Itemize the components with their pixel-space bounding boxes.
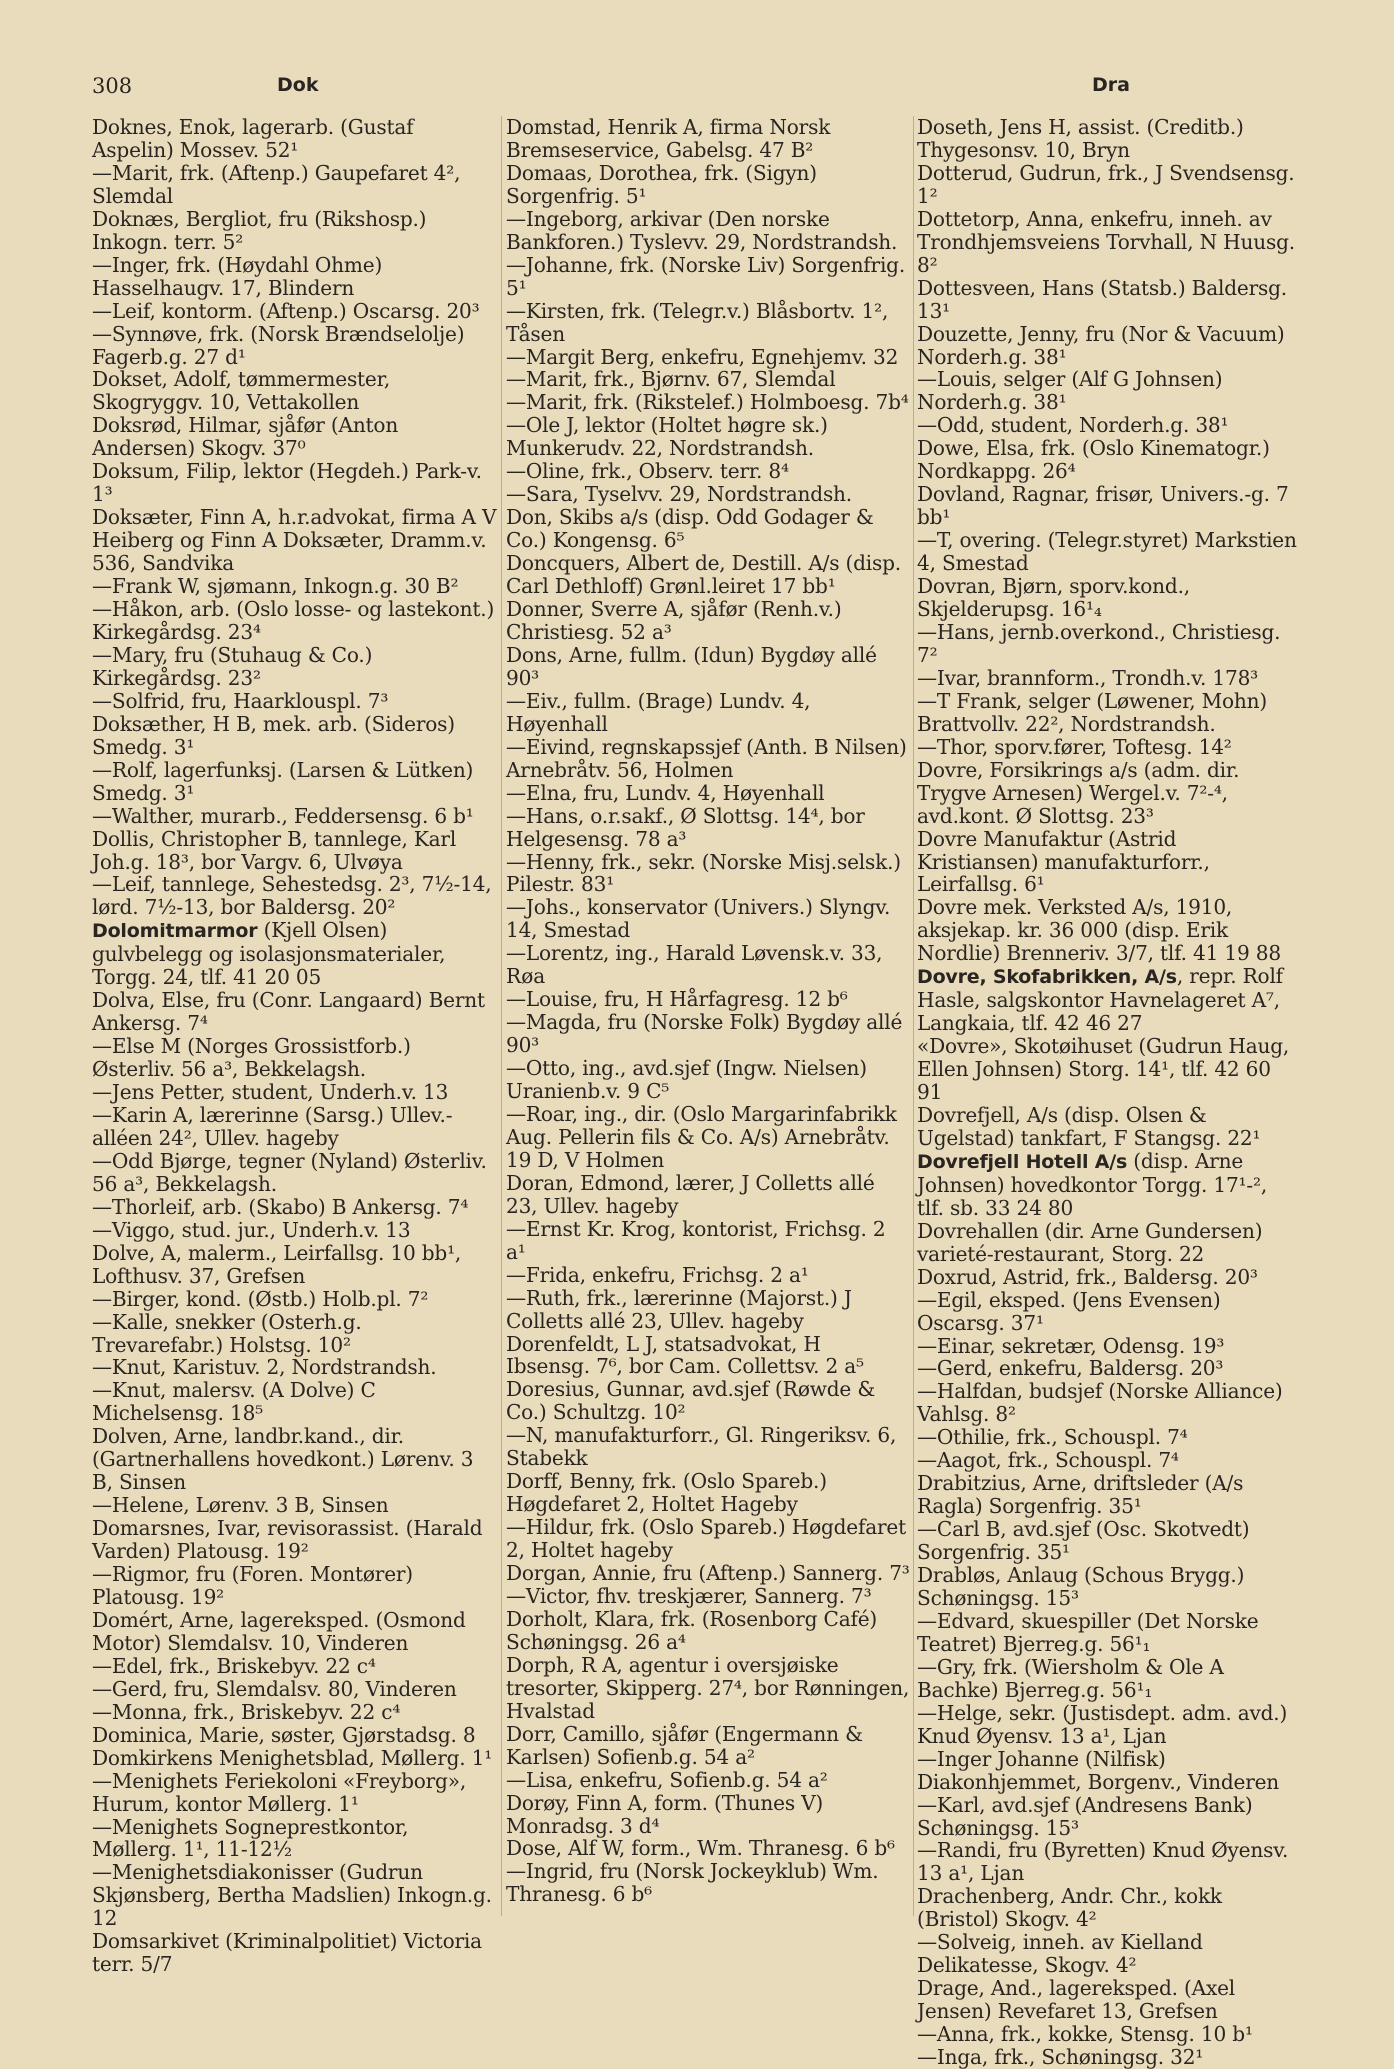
directory-entry: —Elna, fru, Lundv. 4, Høyenhall bbox=[506, 780, 825, 805]
directory-entry: Doresius, Gunnar, avd.sjef (Røwde & Co.) Schultzg. 10² bbox=[506, 1377, 876, 1425]
directory-entry: —Louise, fru, H Hårfagresg. 12 b⁶ bbox=[506, 987, 848, 1012]
directory-entry: —Lorentz, ing., Harald Løvensk.v. 33, Røa bbox=[506, 941, 883, 989]
directory-entry: Domkirkens Menighetsblad, Møllerg. 1¹ bbox=[92, 1745, 493, 1770]
directory-entry: —N, manufakturforr., Gl. Ringeriksv. 6, Stabekk bbox=[506, 1423, 897, 1471]
directory-entry: —Kirsten, frk. (Telegr.v.) Blåsbortv. 1², Tåsen bbox=[506, 298, 889, 346]
directory-entry: «Dovre», Skotøihuset (Gudrun Haug, Ellen Johnsen) Storg. 14¹, tlf. 42 60 91 bbox=[917, 1034, 1290, 1105]
directory-entry: —Helge, sekr. (Justisdept. adm. avd.) Knud Øyensv. 13 a¹, Ljan bbox=[917, 1700, 1288, 1748]
column-divider-2 bbox=[913, 116, 914, 1916]
directory-entry: —Jens Petter, student, Underh.v. 13 bbox=[92, 1080, 449, 1105]
directory-entry: —Odd Bjørge, tegner (Nyland) Østerliv. 56 a³, Bekkelagsh. bbox=[92, 1148, 487, 1196]
directory-entry: —Hans, o.r.sakf., Ø Slottsg. 14⁴, bor Helgesensg. 78 a³ bbox=[506, 803, 865, 851]
directory-entry: —Ingrid, fru (Norsk Jockeyklub) Wm. Thranesg. 6 b⁶ bbox=[506, 1859, 879, 1907]
directory-entry: —Edvard, skuespiller (Det Norske Teatret) Bjerreg.g. 56¹₁ bbox=[917, 1608, 1259, 1656]
directory-entry: —Rigmor, fru (Foren. Montører) Platousg. 19² bbox=[92, 1562, 413, 1609]
directory-entry: —Odd, student, Norderh.g. 38¹ bbox=[917, 413, 1229, 438]
directory-entry: —Inger Johanne (Nilfisk) Diakonhjemmet, Borgenv., Vinderen bbox=[917, 1746, 1280, 1794]
directory-entry: —Margit Berg, enkefru, Egnehjemv. 32 bbox=[506, 344, 899, 369]
directory-entry: —Mary, fru (Stuhaug & Co.) Kirkegårdsg. 23² bbox=[92, 642, 373, 690]
directory-entry: Doksæther, H B, mek. arb. (Sideros) Smedg. 3¹ bbox=[92, 711, 455, 759]
directory-entry: —Synnøve, frk. (Norsk Brændselolje) Fagerb.g. 27 d¹ bbox=[92, 321, 465, 369]
directory-entry: Dolomitmarmor (Kjell Olsen) gulvbelegg og isolasjonsmaterialer, Torgg. 24, tlf. 41 20 05 bbox=[92, 918, 446, 990]
directory-entry: —Gerd, enkefru, Baldersg. 20³ bbox=[917, 1356, 1224, 1381]
directory-entry: Doksum, Filip, lektor (Hegdeh.) Park-v. 1³ bbox=[92, 459, 482, 507]
directory-entry: —Thor, sporv.fører, Toftesg. 14² bbox=[917, 734, 1232, 759]
directory-entry: Dotterud, Gudrun, frk., J Svendsensg. 1² bbox=[917, 160, 1295, 208]
directory-entry: Dowe, Elsa, frk. (Oslo Kinematogr.) Nordkappg. 26⁴ bbox=[917, 436, 1270, 484]
directory-entry: Dolven, Arne, landbr.kand., dir. (Gartnerhallens hovedkont.) Lørenv. 3 B, Sinsen bbox=[92, 1424, 474, 1495]
directory-entry: —Leif, tannlege, Sehestedsg. 2³, 7½-14, lørd. 7½-13, bor Baldersg. 20² bbox=[92, 872, 492, 920]
directory-entry: —Eivind, regnskapssjef (Anth. B Nilsen) Arnebråtv. 56, Holmen bbox=[506, 734, 907, 782]
directory-entry: —Victor, fhv. treskjærer, Sannerg. 7³ bbox=[506, 1584, 872, 1608]
directory-entry: Dovre Manufaktur (Astrid Kristiansen) manufakturforr., Leirfallsg. 6¹ bbox=[917, 826, 1210, 897]
directory-entry: —Johanne, frk. (Norske Liv) Sorgenfrig. 5¹ bbox=[506, 252, 906, 300]
directory-entry: —Karl, avd.sjef (Andresens Bank) Schøningsg. 15³ bbox=[917, 1792, 1253, 1840]
directory-entry: Domért, Arne, lagereksped. (Osmond Motor) Slemdalsv. 10, Vinderen bbox=[92, 1607, 466, 1655]
directory-entry: —Carl B, avd.sjef (Osc. Skotvedt) Sorgenfrig. 35¹ bbox=[917, 1517, 1250, 1565]
directory-entry: —Knut, malersv. (A Dolve) C Michelsensg. 18⁵ bbox=[92, 1378, 376, 1426]
directory-entry: —Lisa, enkefru, Sofienb.g. 54 a² bbox=[506, 1767, 828, 1792]
directory-entry: —Gerd, fru, Slemdalsv. 80, Vinderen bbox=[92, 1676, 457, 1701]
directory-entry: —Marit, frk., Bjørnv. 67, Slemdal bbox=[506, 367, 836, 392]
directory-entry: —Louis, selger (Alf G Johnsen) Norderh.g. 38¹ bbox=[917, 367, 1223, 415]
directory-entry: Domstad, Henrik A, firma Norsk Bremseservice, Gabelsg. 47 B² bbox=[506, 115, 831, 162]
directory-entry: —Leif, kontorm. (Aftenp.) Oscarsg. 20³ bbox=[92, 298, 480, 323]
directory-entry: —T, overing. (Telegr.styret) Markstien 4, Smestad bbox=[917, 528, 1297, 576]
directory-entry: Drabløs, Anlaug (Schous Brygg.) Schøningsg. 15³ bbox=[917, 1563, 1245, 1610]
directory-entry: Dorenfeldt, L J, statsadvokat, H Ibsensg. 7⁶, bor Cam. Collettsv. 2 a⁵ bbox=[506, 1331, 864, 1379]
directory-entry: —Johs., konservator (Univers.) Slyngv. 14, Smestad bbox=[506, 895, 891, 943]
directory-entry: —Walther, murarb., Feddersensg. 6 b¹ bbox=[92, 803, 474, 828]
directory-entry: —Gry, frk. (Wiersholm & Ole A Bachke) Bjerreg.g. 56¹₁ bbox=[917, 1654, 1224, 1702]
directory-entry: Dovre mek. Verksted A/s, 1910, aksjekap. kr. 36 000 (disp. Erik Nordlie) Brenneriv. 3/7, tlf. 41 19 88 bbox=[917, 895, 1281, 966]
directory-entry: Drabitzius, Arne, driftsleder (A/s Ragla) Sorgenfrig. 35¹ bbox=[917, 1471, 1244, 1519]
directory-entry: Dovrehallen (dir. Arne Gundersen) varieté-restaurant, Storg. 22 bbox=[917, 1218, 1263, 1266]
directory-entry: Donner, Sverre A, sjåfør (Renh.v.) Christiesg. 52 a³ bbox=[506, 597, 842, 644]
directory-entry: —Thorleif, arb. (Skabo) B Ankersg. 7⁴ bbox=[92, 1194, 469, 1219]
directory-entry: —Inger, frk. (Høydahl Ohme) Hasselhaugv. 17, Blindern bbox=[92, 252, 383, 300]
page-header bbox=[92, 74, 1302, 104]
directory-entry: Doseth, Jens H, assist. (Creditb.) Thygesonsv. 10, Bryn bbox=[917, 115, 1244, 162]
directory-entry: Dottesveen, Hans (Statsb.) Baldersg. 13¹ bbox=[917, 275, 1287, 323]
directory-entry: —Helene, Lørenv. 3 B, Sinsen bbox=[92, 1493, 389, 1518]
directory-entry: Dose, Alf W, form., Wm. Thranesg. 6 b⁶ bbox=[506, 1836, 895, 1861]
directory-entry: Dovre, Skofabrikken, A/s, repr. Rolf Hasle, salgskontor Havnelageret A⁷, Langkaia, tlf. 42 46 27 bbox=[917, 964, 1283, 1036]
directory-entry: —Menighets Sogneprestkontor, Møllerg. 1¹, 11-12½ bbox=[92, 1814, 409, 1862]
directory-entry: Dovrefjell Hotell A/s (disp. Arne Johnsen) hovedkontor Torgg. 17¹-², tlf. sb. 33 24 80 bbox=[917, 1148, 1268, 1220]
directory-entry: —Hans, jernb.overkond., Christiesg. 7² bbox=[917, 619, 1281, 667]
directory-entry: Dokset, Adolf, tømmermester, Skogryggv. 10, Vettakollen bbox=[92, 367, 391, 415]
directory-entry: —Edel, frk., Briskebyv. 22 c⁴ bbox=[92, 1653, 376, 1678]
directory-entry: —Viggo, stud. jur., Underh.v. 13 bbox=[92, 1217, 411, 1242]
directory-entry: —Aagot, frk., Schouspl. 7⁴ bbox=[917, 1448, 1179, 1473]
directory-entry: —Ruth, frk., lærerinne (Majorst.) J Colletts allé 23, Ullev. hageby bbox=[506, 1285, 852, 1333]
directory-entry: Dolve, A, malerm., Leirfallsg. 10 bb¹, Lofthusv. 37, Grefsen bbox=[92, 1240, 462, 1288]
directory-entry: —Einar, sekretær, Odensg. 19³ bbox=[917, 1333, 1225, 1358]
directory-entry: —Halfdan, budsjef (Norske Alliance) Vahlsg. 8² bbox=[917, 1379, 1283, 1427]
column-2 bbox=[506, 116, 910, 1906]
directory-entry: —Kalle, snekker (Osterh.g. Trevarefabr.) Holstsg. 10² bbox=[92, 1309, 362, 1357]
directory-entry: Dorholt, Klara, frk. (Rosenborg Café) Schøningsg. 26 a⁴ bbox=[506, 1606, 878, 1654]
directory-entry: Dolva, Else, fru (Conr. Langaard) Bernt Ankersg. 7⁴ bbox=[92, 988, 485, 1036]
page-number: 308 bbox=[92, 74, 133, 98]
directory-entry: —Henny, frk., sekr. (Norske Misj.selsk.) Pilestr. 83¹ bbox=[506, 849, 901, 897]
directory-entry: Doncquers, Albert de, Destill. A/s (disp. Carl Dethloff) Grønl.leiret 17 bb¹ bbox=[506, 551, 901, 599]
column-3 bbox=[917, 116, 1300, 2069]
directory-entry: Domaas, Dorothea, frk. (Sigyn) Sorgenfrig. 5¹ bbox=[506, 160, 817, 208]
directory-entry: —Sara, Tyselvv. 29, Nordstrandsh. bbox=[506, 482, 852, 507]
directory-entry: Dollis, Christopher B, tannlege, Karl Joh.g. 18³, bor Vargv. 6, Ulvøya bbox=[92, 826, 457, 874]
directory-entry: Drachenberg, Andr. Chr., kokk (Bristol) Skogv. 4² bbox=[917, 1884, 1222, 1932]
directory-entry: Don, Skibs a/s (disp. Odd Godager & Co.) Kongensg. 6⁵ bbox=[506, 505, 874, 553]
directory-entry: Dovrefjell, A/s (disp. Olsen & Ugelstad) tankfart, F Stangsg. 22¹ bbox=[917, 1102, 1261, 1150]
directory-entry: —Anna, frk., kokke, Stensg. 10 b¹ bbox=[917, 2022, 1253, 2047]
directory-entry: —Monna, frk., Briskebyv. 22 c⁴ bbox=[92, 1699, 401, 1724]
directory-entry: —Ole J, lektor (Holtet høgre sk.) Munkerudv. 22, Nordstrandsh. bbox=[506, 413, 828, 461]
directory-entry: —Othilie, frk., Schouspl. 7⁴ bbox=[917, 1425, 1188, 1450]
directory-entry: —Marit, frk. (Aftenp.) Gaupefaret 4², Slemdal bbox=[92, 160, 461, 208]
directory-entry: Domsarkivet (Kriminalpolitiet) Victoria terr. 5/7 bbox=[92, 1929, 482, 1977]
directory-entry: —Knut, Karistuv. 2, Nordstrandsh. bbox=[92, 1355, 437, 1380]
directory-entry: —Karin A, lærerinne (Sarsg.) Ullev.-alléen 24², Ullev. hageby bbox=[92, 1102, 453, 1150]
directory-entry: Dorph, R A, agentur i oversjøiske tresorter, Skipperg. 27⁴, bor Rønningen, Hvalstad bbox=[506, 1652, 910, 1723]
column-divider-1 bbox=[501, 116, 502, 1916]
directory-entry: Doknæs, Bergliot, fru (Rikshosp.) Inkogn. terr. 5² bbox=[92, 206, 427, 254]
directory-entry: —Ernst Kr. Krog, kontorist, Frichsg. 2 a¹ bbox=[506, 1216, 886, 1264]
directory-entry: Dons, Arne, fullm. (Idun) Bygdøy allé 90³ bbox=[506, 642, 877, 690]
directory-entry: Dorøy, Finn A, form. (Thunes V) Monradsg. 3 d⁴ bbox=[506, 1790, 824, 1838]
directory-entry: —Rolf, lagerfunksj. (Larsen & Lütken) Smedg. 3¹ bbox=[92, 757, 474, 805]
directory-entry: —Hildur, frk. (Oslo Spareb.) Høgdefaret 2, Holtet hageby bbox=[506, 1515, 906, 1563]
directory-entry: —Solfrid, fru, Haarklouspl. 7³ bbox=[92, 688, 389, 713]
directory-entry: Douzette, Jenny, fru (Nor & Vacuum) Norderh.g. 38¹ bbox=[917, 321, 1285, 369]
directory-entry: —Birger, kond. (Østb.) Holb.pl. 7² bbox=[92, 1286, 429, 1311]
directory-entry: —Randi, fru (Byretten) Knud Øyensv. 13 a¹, Ljan bbox=[917, 1838, 1289, 1886]
directory-entry: —Inga, frk., Schøningsg. 32¹ bbox=[917, 2045, 1204, 2069]
directory-entry: —Magda, fru (Norske Folk) Bygdøy allé 90³ bbox=[506, 1010, 903, 1058]
directory-entry: —Frank W, sjømann, Inkogn.g. 30 B² bbox=[92, 574, 459, 599]
directory-entry: Dorr, Camillo, sjåfør (Engermann & Karlsen) Sofienb.g. 54 a² bbox=[506, 1721, 863, 1769]
directory-entry: Dominica, Marie, søster, Gjørstadsg. 8 bbox=[92, 1722, 476, 1747]
guide-word-right: Dra bbox=[1092, 74, 1130, 96]
directory-entry: Drage, And., lagereksped. (Axel Jensen) Revefaret 13, Grefsen bbox=[917, 1976, 1236, 2024]
directory-entry: —Håkon, arb. (Oslo losse- og lastekont.) Kirkegårdsg. 23⁴ bbox=[92, 597, 495, 644]
guide-word-left: Dok bbox=[277, 74, 319, 96]
directory-entry: Doran, Edmond, lærer, J Colletts allé 23, Ullev. hageby bbox=[506, 1170, 875, 1218]
directory-entry: Dovran, Bjørn, sporv.kond., Skjelderupsg. 16¹₄ bbox=[917, 574, 1190, 622]
directory-entry: Dorgan, Annie, fru (Aftenp.) Sannerg. 7³ bbox=[506, 1561, 910, 1586]
directory-entry: —Ingeborg, arkivar (Den norske Bankforen.) Tyslevv. 29, Nordstrandsh. bbox=[506, 206, 898, 254]
directory-entry: —Eiv., fullm. (Brage) Lundv. 4, Høyenhall bbox=[506, 688, 811, 736]
directory-entry: —Roar, ing., dir. (Oslo Margarinfabrikk Aug. Pellerin fils & Co. A/s) Arnebråtv. 19 D, V Holmen bbox=[506, 1101, 897, 1172]
directory-entry: Dovland, Ragnar, frisør, Univers.-g. 7 bb¹ bbox=[917, 482, 1289, 530]
directory-entry: Dottetorp, Anna, enkefru, inneh. av Trondhjemsveiens Torvhall, N Huusg. 8² bbox=[917, 206, 1295, 277]
directory-entry: Doxrud, Astrid, frk., Baldersg. 20³ bbox=[917, 1264, 1258, 1289]
directory-entry: —Egil, eksped. (Jens Evensen) Oscarsg. 37¹ bbox=[917, 1287, 1221, 1335]
directory-entry: —Marit, frk. (Rikstelef.) Holmboesg. 7b⁴ bbox=[506, 390, 909, 415]
column-1 bbox=[92, 116, 497, 1976]
directory-entry: Doksrød, Hilmar, sjåfør (Anton Andersen) Skogv. 37⁰ bbox=[92, 413, 399, 461]
directory-entry: Doksæter, Finn A, h.r.advokat, firma A V Heiberg og Finn A Doksæter, Dramm.v. 536, Sandvika bbox=[92, 505, 497, 576]
directory-entry: —Solveig, inneh. av Kielland Delikatesse, Skogv. 4² bbox=[917, 1930, 1203, 1978]
directory-entry: Domarsnes, Ivar, revisorassist. (Harald Varden) Platousg. 19² bbox=[92, 1516, 483, 1564]
directory-entry: —Menighets Feriekoloni «Freyborg», Hurum, kontor Møllerg. 1¹ bbox=[92, 1768, 466, 1816]
directory-entry: —Ivar, brannform., Trondh.v. 178³ bbox=[917, 665, 1259, 690]
directory-entry: Dovre, Forsikrings a/s (adm. dir. Trygve Arnesen) Wergel.v. 7²-⁴, avd.kont. Ø Slottsg. 23³ bbox=[917, 757, 1240, 828]
directory-entry: Doknes, Enok, lagerarb. (Gustaf Aspelin) Mossev. 52¹ bbox=[92, 115, 414, 162]
directory-entry: —Else M (Norges Grossistforb.) Østerliv. 56 a³, Bekkelagsh. bbox=[92, 1034, 411, 1082]
directory-entry: —Frida, enkefru, Frichsg. 2 a¹ bbox=[506, 1262, 809, 1287]
directory-entry: Dorff, Benny, frk. (Oslo Spareb.) Høgdefaret 2, Holtet Hageby bbox=[506, 1469, 827, 1517]
directory-entry: —T Frank, selger (Løwener, Mohn) Brattvollv. 22², Nordstrandsh. bbox=[917, 688, 1268, 736]
directory-entry: —Otto, ing., avd.sjef (Ingw. Nielsen) Uranienb.v. 9 C⁵ bbox=[506, 1056, 867, 1104]
directory-entry: —Menighetsdiakonisser (Gudrun Skjønsberg, Bertha Madslien) Inkogn.g. 12 bbox=[92, 1860, 492, 1931]
directory-entry: —Oline, frk., Observ. terr. 8⁴ bbox=[506, 459, 789, 484]
